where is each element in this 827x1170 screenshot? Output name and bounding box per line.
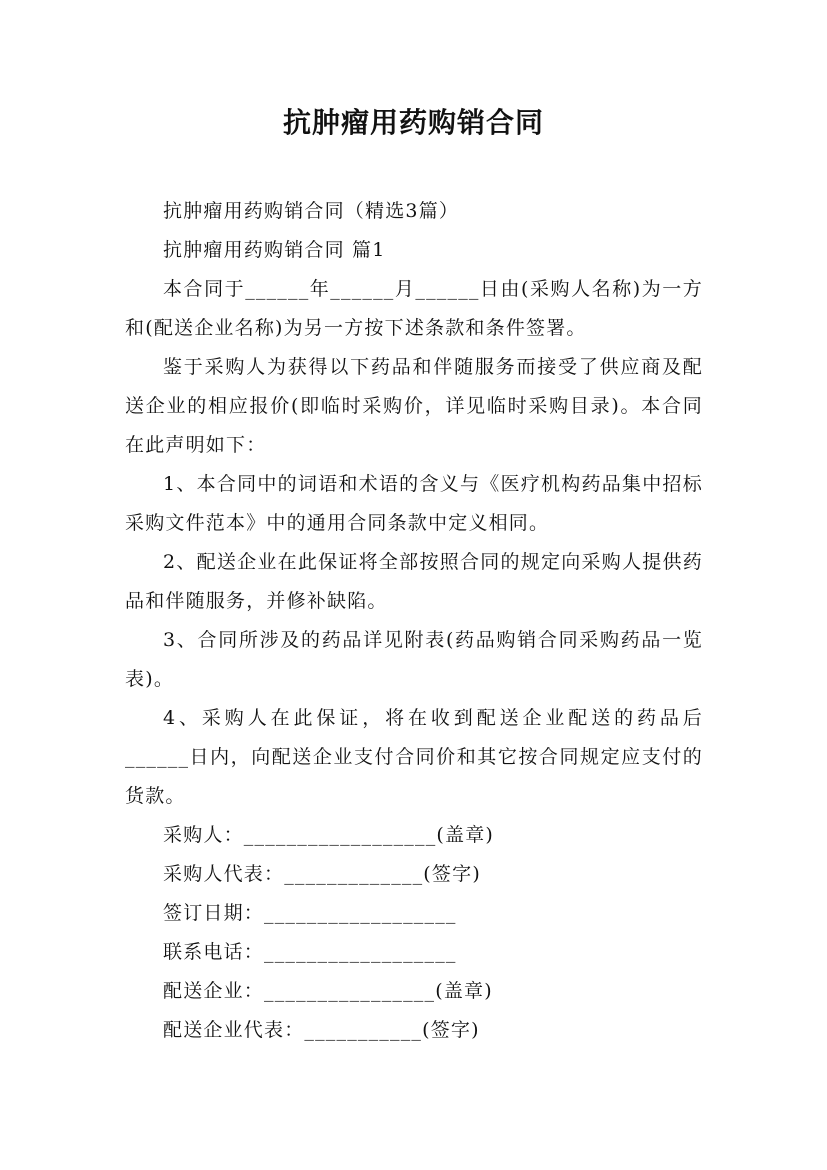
signature-purchaser-representative: 采购人代表：_____________(签字) xyxy=(163,863,481,885)
document-title: 抗肿瘤用药购销合同 xyxy=(282,106,544,139)
signature-date: 签订日期：__________________ xyxy=(163,902,457,924)
signature-phone: 联系电话：__________________ xyxy=(163,941,457,963)
paragraph-whereas: 鉴于采购人为获得以下药品和伴随服务而接受了供应商及配送企业的相应报价(即临时采购价，详见临时采购目录)。本合同在此声明如下： xyxy=(125,356,703,456)
signature-purchaser: 采购人：__________________(盖章) xyxy=(163,824,495,846)
signature-supplier: 配送企业：________________(盖章) xyxy=(163,980,493,1002)
paragraph-clause-1: 1、本合同中的词语和术语的含义与《医疗机构药品集中招标采购文件范本》中的通用合同条款中定义相同。 xyxy=(125,473,703,534)
paragraph-clause-4: 4、采购人在此保证，将在收到配送企业配送的药品后______日内，向配送企业支付合同价和其它按合同规定应支付的货款。 xyxy=(125,707,703,807)
paragraph-clause-2: 2、配送企业在此保证将全部按照合同的规定向采购人提供药品和伴随服务，并修补缺陷。 xyxy=(125,551,703,612)
paragraph-intro: 本合同于______年______月______日由(采购人名称)为一方和(配送企业名称)为另一方按下述条款和条件签署。 xyxy=(125,278,703,339)
signature-supplier-representative: 配送企业代表：___________(签字) xyxy=(163,1019,480,1041)
paragraph-heading: 抗肿瘤用药购销合同（精选3篇） xyxy=(163,200,460,222)
paragraph-clause-3: 3、合同所涉及的药品详见附表(药品购销合同采购药品一览表)。 xyxy=(125,629,703,690)
document-body xyxy=(125,192,703,1050)
paragraph-section-title: 抗肿瘤用药购销合同 篇1 xyxy=(163,239,386,261)
